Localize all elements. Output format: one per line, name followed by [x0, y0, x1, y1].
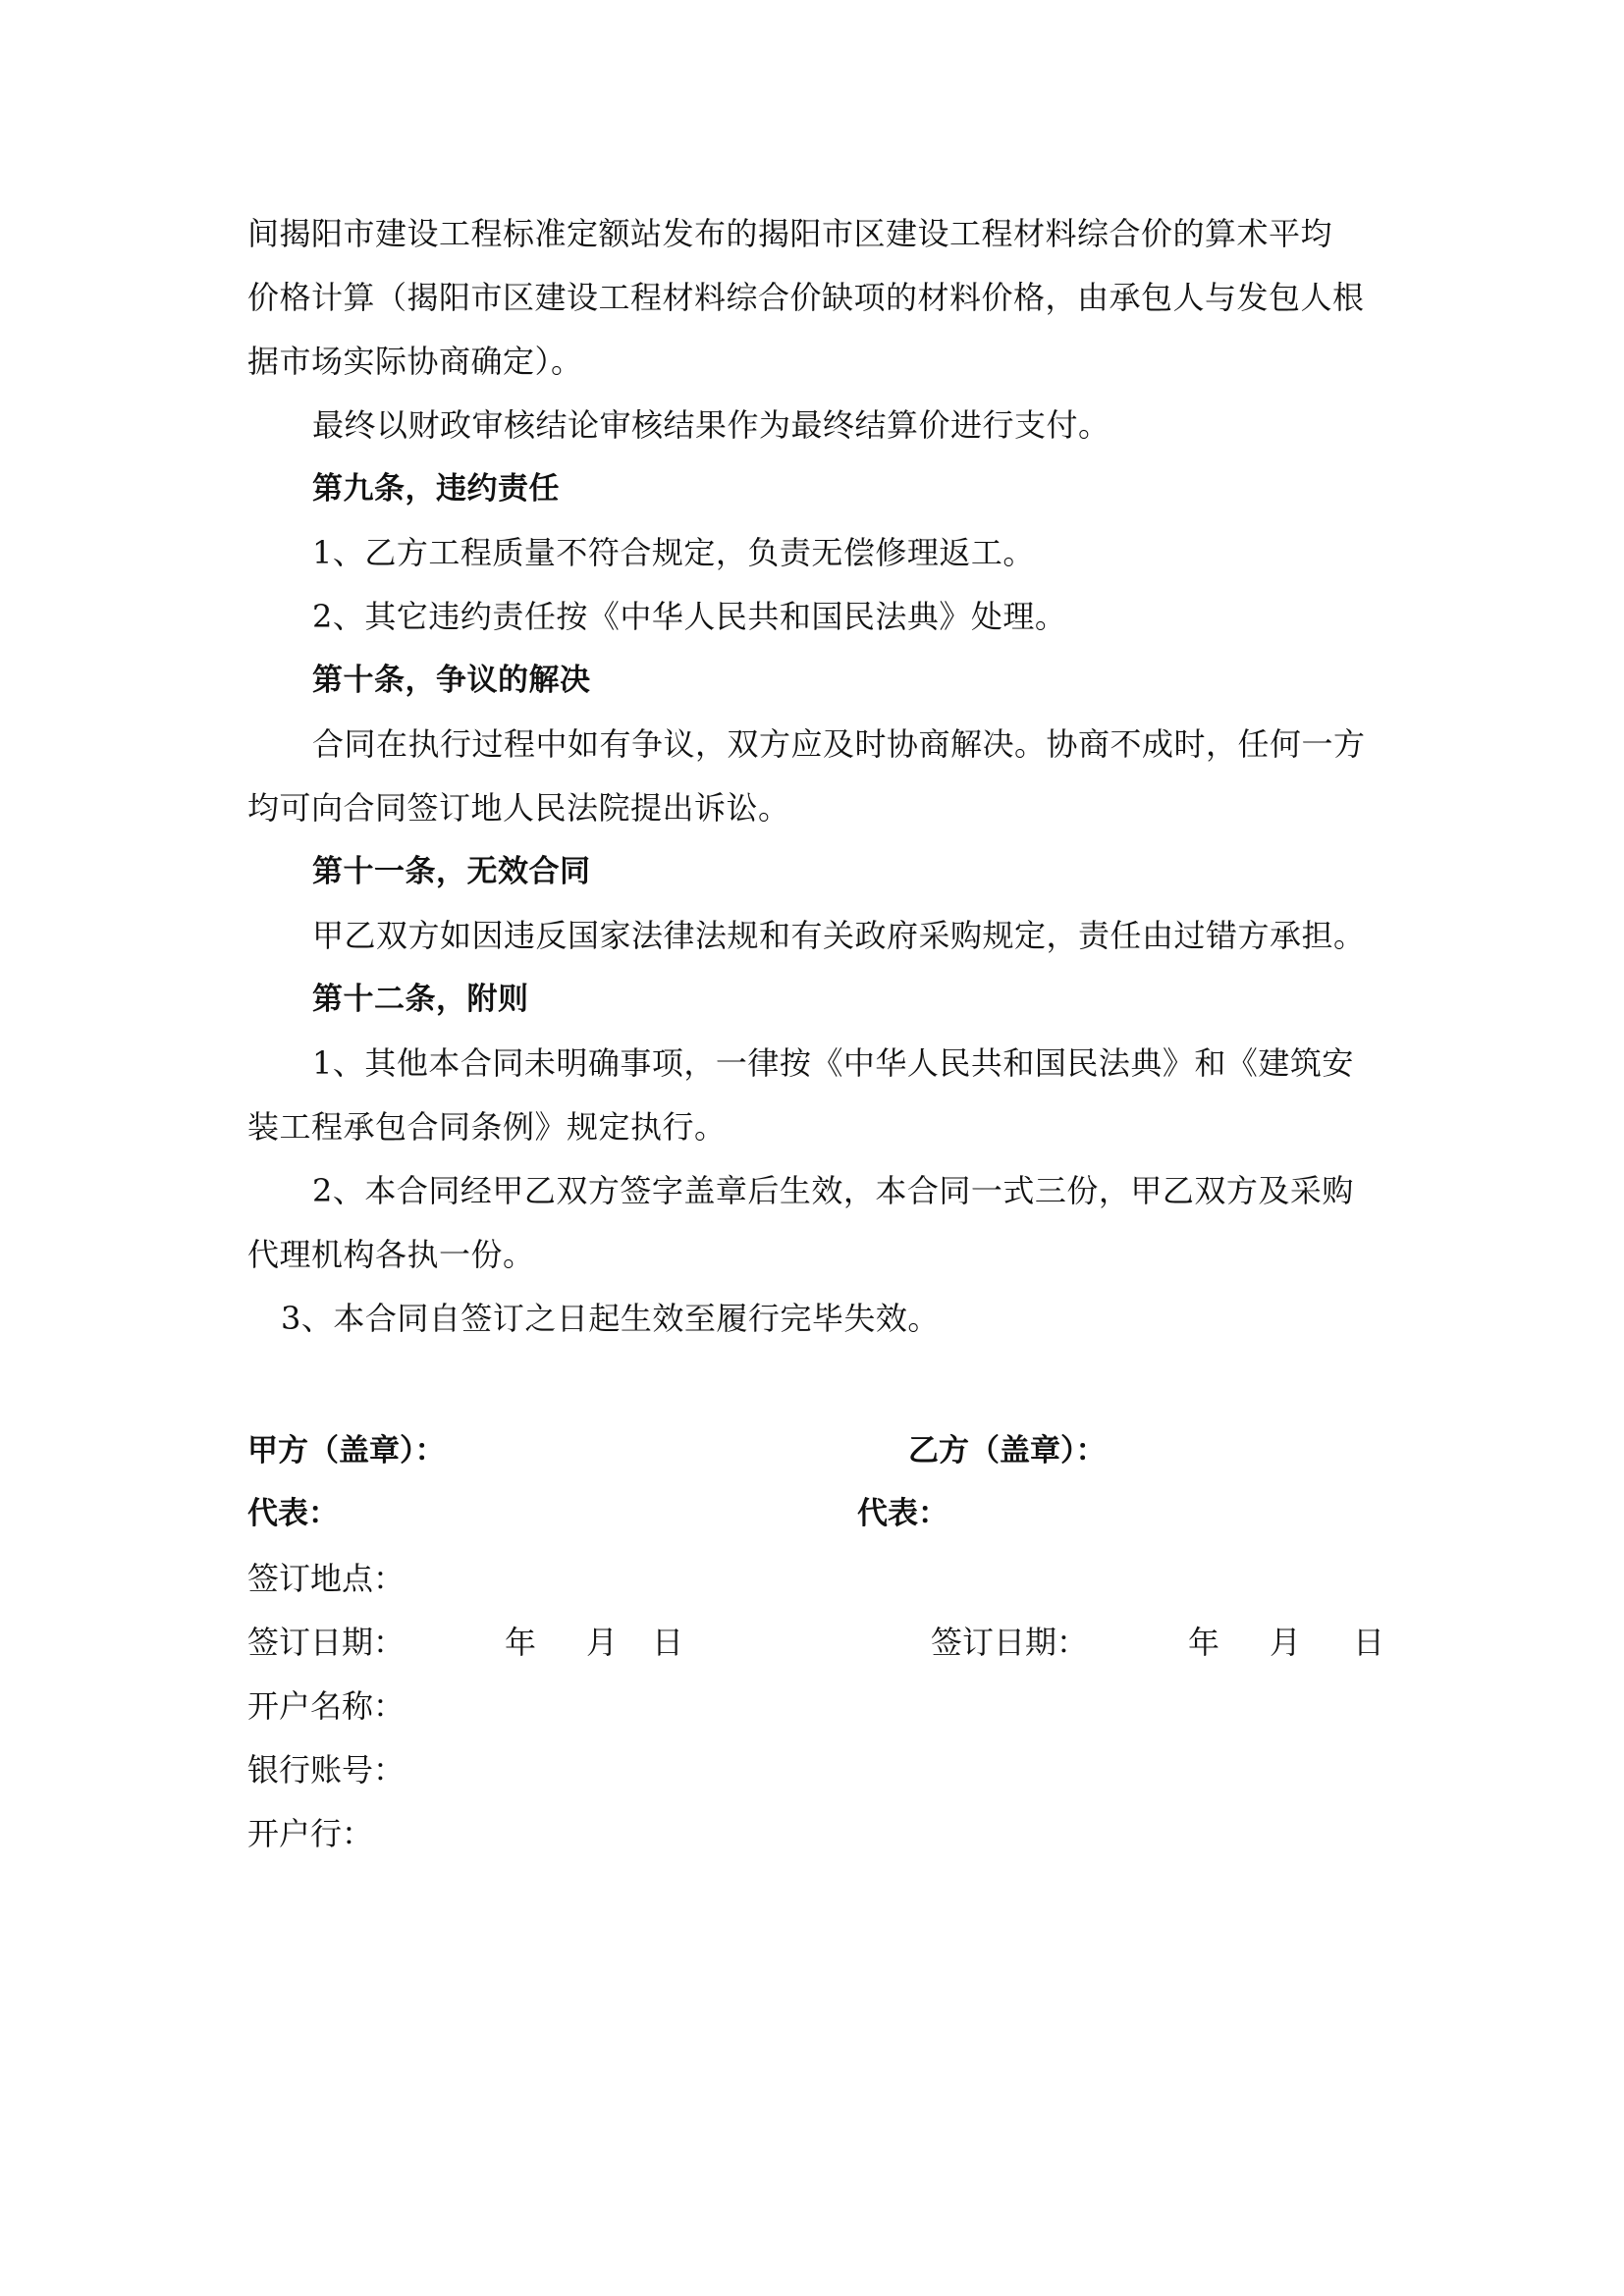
paragraph-line: 均可向合同签订地人民法院提出诉讼。	[247, 789, 790, 827]
article-12-heading: 第十二条，附则	[312, 982, 529, 1017]
signing-place-label: 签订地点：	[247, 1560, 406, 1597]
paragraph-line: 代理机构各执一份。	[247, 1236, 535, 1273]
article-9-heading: 第九条，违约责任	[312, 471, 560, 507]
bank-label: 开户行：	[247, 1815, 374, 1852]
paragraph-line: 甲乙双方如因违反国家法律法规和有关政府采购规定，责任由过错方承担。	[312, 917, 1366, 954]
party-a-signing-date-label: 签订日期：	[247, 1624, 406, 1661]
party-b-signing-date-label: 签订日期：	[931, 1624, 1089, 1661]
article-12-item-3: 3、本合同自签订之日起生效至履行完毕失效。	[281, 1300, 940, 1337]
paragraph-line: 合同在执行过程中如有争议，双方应及时协商解决。协商不成时，任何一方	[312, 725, 1366, 763]
article-12-item-1: 1、其他本合同未明确事项，一律按《中华人民共和国民法典》和《建筑安	[312, 1044, 1354, 1082]
party-a-seal-label: 甲方（盖章）：	[247, 1433, 446, 1468]
article-10-heading: 第十条，争议的解决	[312, 663, 591, 698]
bank-account-label: 银行账号：	[247, 1751, 406, 1789]
paragraph-line: 据市场实际协商确定）。	[247, 343, 583, 380]
paragraph-line: 价格计算（揭阳市区建设工程材料综合价缺项的材料价格，由承包人与发包人根	[247, 279, 1365, 316]
party-b-representative-label: 代表：	[857, 1496, 948, 1531]
paragraph-line: 最终以财政审核结论审核结果作为最终结算价进行支付。	[312, 406, 1110, 444]
account-name-label: 开户名称：	[247, 1687, 406, 1725]
party-a-date-month: 月	[586, 1624, 619, 1661]
article-9-item-1: 1、乙方工程质量不符合规定，负责无偿修理返工。	[312, 534, 1035, 571]
paragraph-line: 装工程承包合同条例》规定执行。	[247, 1108, 727, 1146]
party-b-date-day: 日	[1353, 1624, 1385, 1661]
article-12-item-2: 2、本合同经甲乙双方签字盖章后生效，本合同一式三份，甲乙双方及采购	[312, 1172, 1354, 1209]
party-b-date-year: 年	[1188, 1624, 1220, 1661]
party-b-date-month: 月	[1270, 1624, 1302, 1661]
party-a-date-day: 日	[652, 1624, 684, 1661]
article-9-item-2: 2、其它违约责任按《中华人民共和国民法典》处理。	[312, 598, 1067, 635]
party-b-seal-label: 乙方（盖章）：	[908, 1433, 1107, 1468]
party-a-date-year: 年	[505, 1624, 537, 1661]
article-11-heading: 第十一条，无效合同	[312, 854, 591, 889]
party-a-representative-label: 代表：	[247, 1496, 339, 1531]
paragraph-line: 间揭阳市建设工程标准定额站发布的揭阳市区建设工程材料综合价的算术平均	[247, 215, 1333, 252]
